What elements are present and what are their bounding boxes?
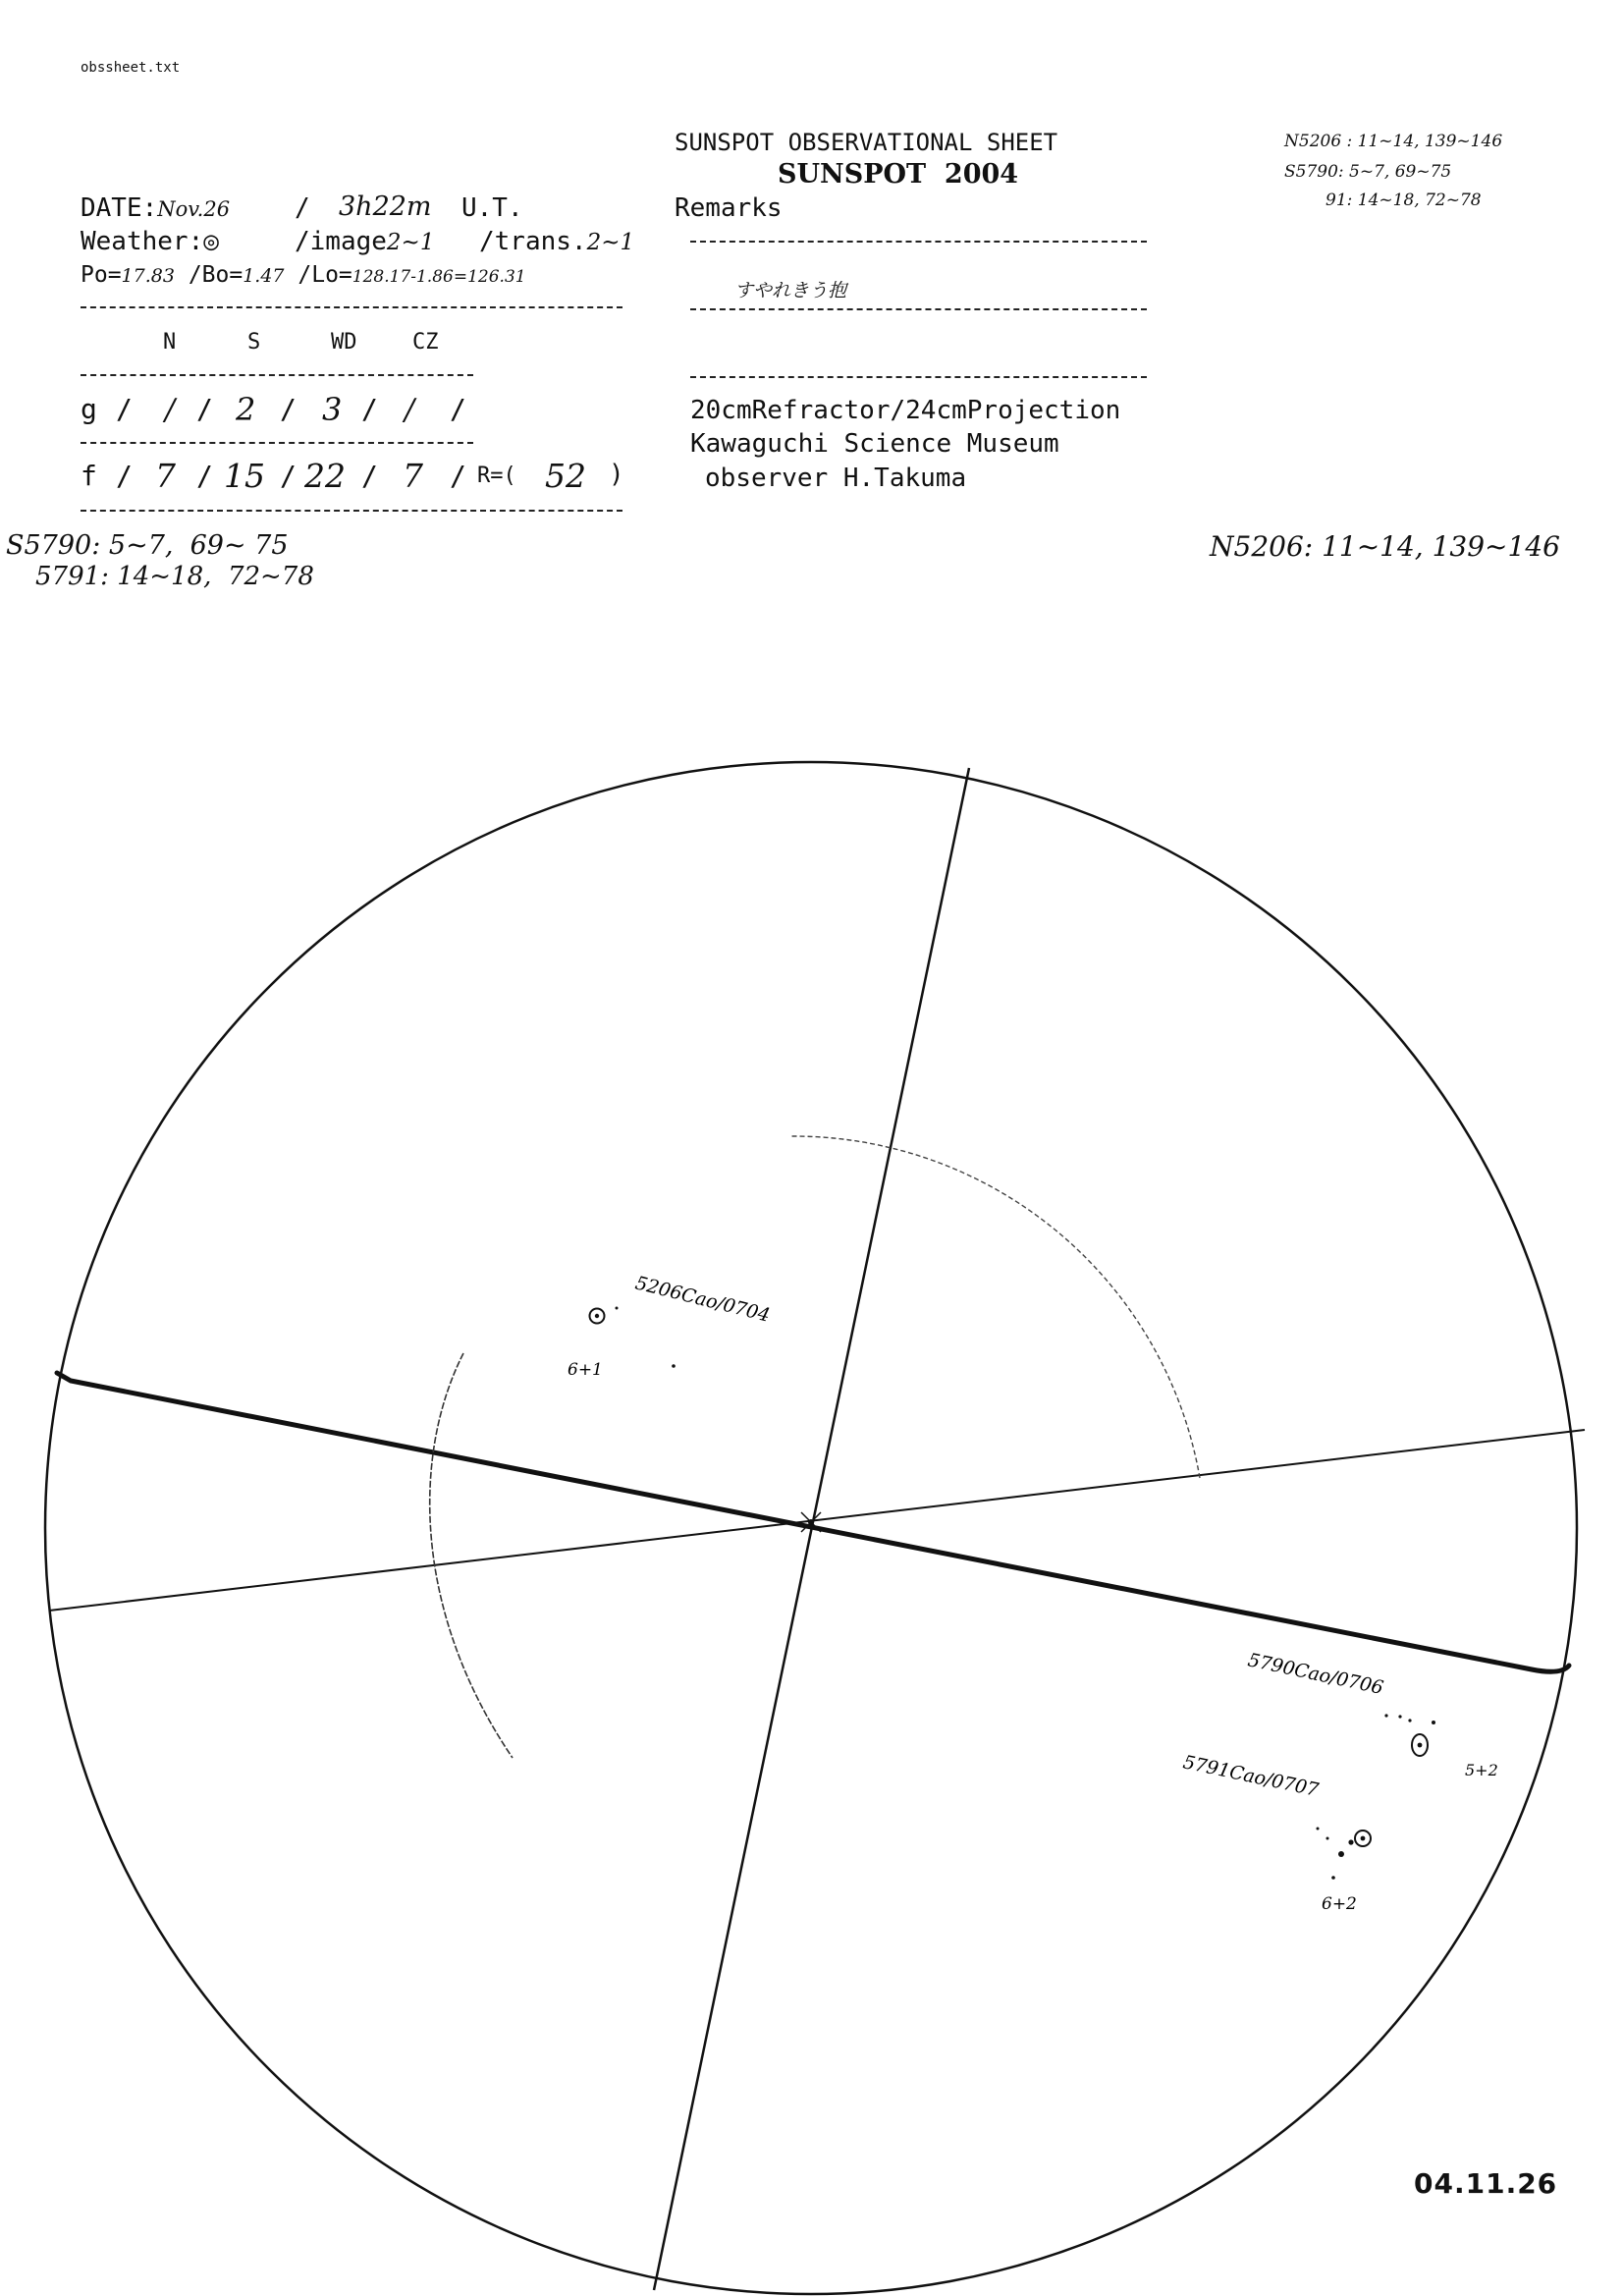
g-value-cz: / [405, 393, 415, 427]
note-top-right-1: N5206 : 11~14, 139~146 [1284, 132, 1503, 151]
note-top-right-3: 91: 14~18, 72~78 [1325, 191, 1482, 210]
spot-dot [1338, 1851, 1344, 1857]
date-stamp: 04.11.26 [1414, 2167, 1558, 2200]
east-west-line [49, 1430, 1585, 1611]
spot-dot [672, 1364, 676, 1368]
meridian-arc-right [791, 1136, 1200, 1478]
count-header-s: S [247, 330, 261, 355]
g-row-sep: / [116, 393, 133, 425]
time-suffix: U.T. [461, 193, 523, 223]
f-row-sep: / [116, 460, 133, 492]
date-value: Nov.26 [157, 197, 231, 221]
spot-dot [1317, 1828, 1320, 1831]
instrument-line-1: 20cmRefractor/24cmProjection [690, 396, 1121, 425]
f-row-sep: / [361, 460, 378, 492]
r-label: R=( [477, 464, 516, 488]
image-label: /image [295, 227, 387, 256]
g-row-sep: / [196, 393, 213, 425]
note-top-right-2: S5790: 5~7, 69~75 [1284, 162, 1452, 182]
time-value: 3h22m [339, 191, 432, 222]
g-row-sep: / [450, 393, 466, 425]
f-row-label: f [81, 460, 97, 492]
spot-label-5206: 5206Cao/0704 [632, 1272, 773, 1327]
g-value-wd: 3 [322, 391, 343, 428]
spot-dot [1331, 1876, 1335, 1880]
g-value-n: / [165, 393, 176, 427]
spot-umbra [595, 1314, 599, 1318]
remarks-handwritten: すやれきう抱 [734, 280, 847, 301]
spot-group-5206 [568, 1273, 772, 1380]
bo-value: 1.47 [243, 265, 285, 287]
trans-value: 2~1 [586, 230, 635, 255]
time-sep: / [295, 193, 310, 223]
file-label: obssheet.txt [81, 60, 181, 76]
date-prefix: DATE: [81, 193, 158, 223]
lo-value: 128.17-1.86=126.31 [352, 267, 526, 287]
spot-umbra [1361, 1836, 1366, 1841]
spot-dot [1408, 1719, 1411, 1722]
f-row-sep: / [450, 460, 466, 492]
spot-dot [1432, 1721, 1435, 1724]
g-value-s: 2 [236, 391, 256, 428]
remarks-label: Remarks [675, 193, 783, 223]
f-value-wd: 22 [304, 457, 346, 495]
g-row-label: g [81, 393, 97, 425]
f-value-cz: 7 [403, 457, 423, 495]
r-close: ) [609, 460, 624, 489]
sheet-subtitle: SUNSPOT 2004 [778, 159, 1019, 190]
trans-label: /trans. [479, 227, 587, 256]
g-row-sep: / [361, 393, 378, 425]
count-header-cz: CZ [412, 330, 439, 355]
spot-count-5791: 6+2 [1322, 1894, 1357, 1914]
sheet-title: SUNSPOT OBSERVATIONAL SHEET [675, 129, 1058, 156]
spot-count-5206: 6+1 [568, 1360, 603, 1380]
spot-dot [1326, 1837, 1329, 1840]
spot-group-5790 [1246, 1649, 1498, 1779]
f-row-sep: / [196, 460, 213, 492]
meridian-arc-left [430, 1353, 513, 1758]
r-value: 52 [545, 457, 586, 495]
po-value: 17.83 [121, 265, 175, 287]
instrument-line-2: Kawaguchi Science Museum [690, 429, 1059, 459]
count-header-wd: WD [331, 330, 357, 355]
spot-umbra [1418, 1743, 1423, 1748]
note-left-2: 5791: 14~18, 72~78 [35, 562, 314, 591]
note-left-1: S5790: 5~7, 69~ 75 [6, 530, 289, 561]
spot-dot [1398, 1715, 1401, 1718]
f-value-s: 15 [224, 457, 265, 495]
spot-count-5790: 5+2 [1465, 1761, 1498, 1779]
f-row-sep: / [280, 460, 297, 492]
observer-line: observer H.Takuma [705, 464, 967, 493]
lo-label: /Lo= [298, 262, 352, 288]
po-label: Po= [81, 262, 122, 288]
image-value: 2~1 [386, 230, 435, 255]
g-row-sep: / [280, 393, 297, 425]
spot-label-5791: 5791Cao/0707 [1180, 1751, 1321, 1802]
bo-label: /Bo= [188, 262, 243, 288]
spot-label-5790: 5790Cao/0706 [1245, 1649, 1385, 1700]
spot-dot [1348, 1839, 1353, 1844]
count-header-n: N [163, 330, 177, 355]
f-value-n: 7 [155, 457, 176, 495]
weather-prefix: Weather: [81, 227, 204, 256]
weather-symbol: ◎ [203, 227, 219, 256]
spot-dot [616, 1307, 619, 1310]
note-right: N5206: 11~14, 139~146 [1210, 530, 1560, 563]
spot-group-5791 [1181, 1751, 1371, 1914]
spot-dot [1384, 1714, 1387, 1717]
